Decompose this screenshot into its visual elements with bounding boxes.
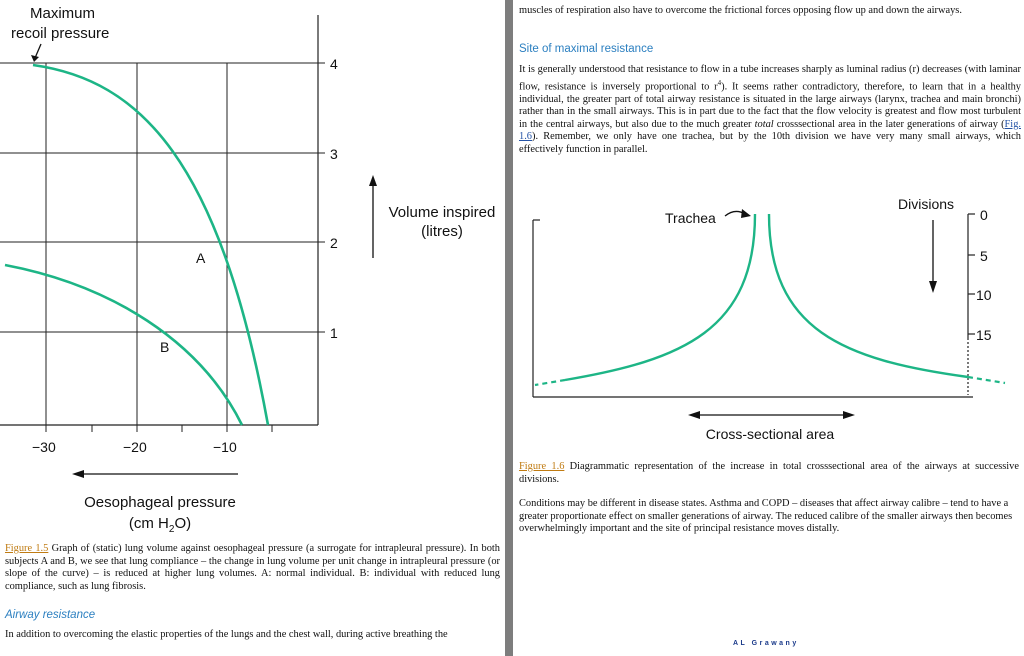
x-axis-label-line1: Oesophageal pressure [84,494,236,511]
figure-1-6 [513,190,1024,455]
figure-1-6-link[interactable]: Figure 1.6 [519,461,565,472]
curve-b-label: B [160,339,170,355]
resistance-paragraph: It is generally understood that resistance to flow in a tube increases sharply as luminal radius (r) decreases (with laminar flow, resistance is inversely proportional to $r^4$). It seems rather contradictory, therefore, to learn that in a healthy individual, the greater part of total airway resistance is situated in the large airways (larynx, trachea and main bronchi) rather than in the small airways. This is in part due to the fact that the flow velocity is greatest and flow most turbulent in the central airways, but also due to the much greater total crosssectional area in the later generations of airway (Fig. 1.6). Remember, we only have one trachea, but by the 10th division we have very many small airways, which effectively function in parallel. [519,64,1021,156]
max-recoil-label-line2: recoil pressure [11,25,110,42]
disease-states-paragraph: Conditions may be different in disease states. Asthma and COPD – diseases that affect airway calibre – tend to have a greater proportionate effect on smaller generations of airway. The reduced calibre of the smaller airways then becomes overwhelmingly important and the site of principal resistance moves distally. [519,498,1013,535]
figure-1-6-caption: Figure 1.6 Diagrammatic representation of the increase in total crosssectional area of the airways at successive divisions. [519,461,1019,485]
curve-b [5,265,242,425]
intro-text: muscles of respiration also have to overcome the frictional forces opposing flow up and down the airways. [519,5,962,16]
trachea-label: Trachea [665,210,716,226]
x-axis-label-line2: (cm $H_2O$) [128,515,192,535]
right-curve-dashed-end [968,377,1005,383]
max-recoil-label-line1: Maximum [30,5,96,22]
max-recoil-arrow [31,44,41,62]
division-tick-0: 0 [980,207,988,223]
x-tick-20: −20 [123,439,147,455]
left-curve-dashed-end [535,380,565,385]
y-axis-label-line2: (litres) [421,223,463,240]
site-of-maximal-resistance-heading: Site of maximal resistance [519,43,654,55]
y-tick-4: 4 [330,56,338,72]
curve-a [33,65,268,425]
y-axis-up-arrow [369,175,377,258]
airway-resistance-heading: Airway resistance [5,609,96,621]
cross-sectional-area-label: Cross-sectional area [705,426,835,442]
division-tick-10: 10 [976,287,992,303]
figure-1-6-ref-link[interactable]: Fig. 1.6 [519,118,1021,143]
trachea-arrow [725,209,751,218]
left-body-text: In addition to overcoming the elastic properties of the lungs and the chest wall, during active breathing the [5,629,448,640]
left-page [0,0,505,656]
figure-1-5-link[interactable]: Figure 1.5 [5,543,49,554]
right-airway-curve [769,214,968,377]
y-tick-2: 2 [330,235,338,251]
y-tick-3: 3 [330,146,338,162]
x-tick-30: −30 [32,439,56,455]
figure-1-5-caption: Figure 1.5 Graph of (static) lung volume against oesophageal pressure (a surrogate for intrapleural pressure). In both subjects A and B, we see that lung compliance – the change in lung volume per unit change in intrapleural pressure (or slope of the curve) – is reduced at higher lung volumes. A: normal individual. B: individual with reduced lung compliance, such as lung fibrosis. [5,543,500,592]
right-page [513,0,1024,656]
left-airway-curve [565,214,755,380]
divisions-label: Divisions [898,196,955,212]
figure-1-5 [0,0,505,540]
x-tick-10: −10 [213,439,237,455]
division-tick-5: 5 [980,248,988,264]
division-tick-15: 15 [976,327,992,343]
curve-a-label: A [196,250,206,266]
y-axis-label-line1: Volume inspired [388,204,496,221]
x-axis-left-arrow [72,470,238,478]
footer-watermark: AL Grawany [733,640,799,647]
divisions-down-arrow [929,220,937,293]
cross-sectional-double-arrow [688,411,855,419]
y-tick-1: 1 [330,325,338,341]
